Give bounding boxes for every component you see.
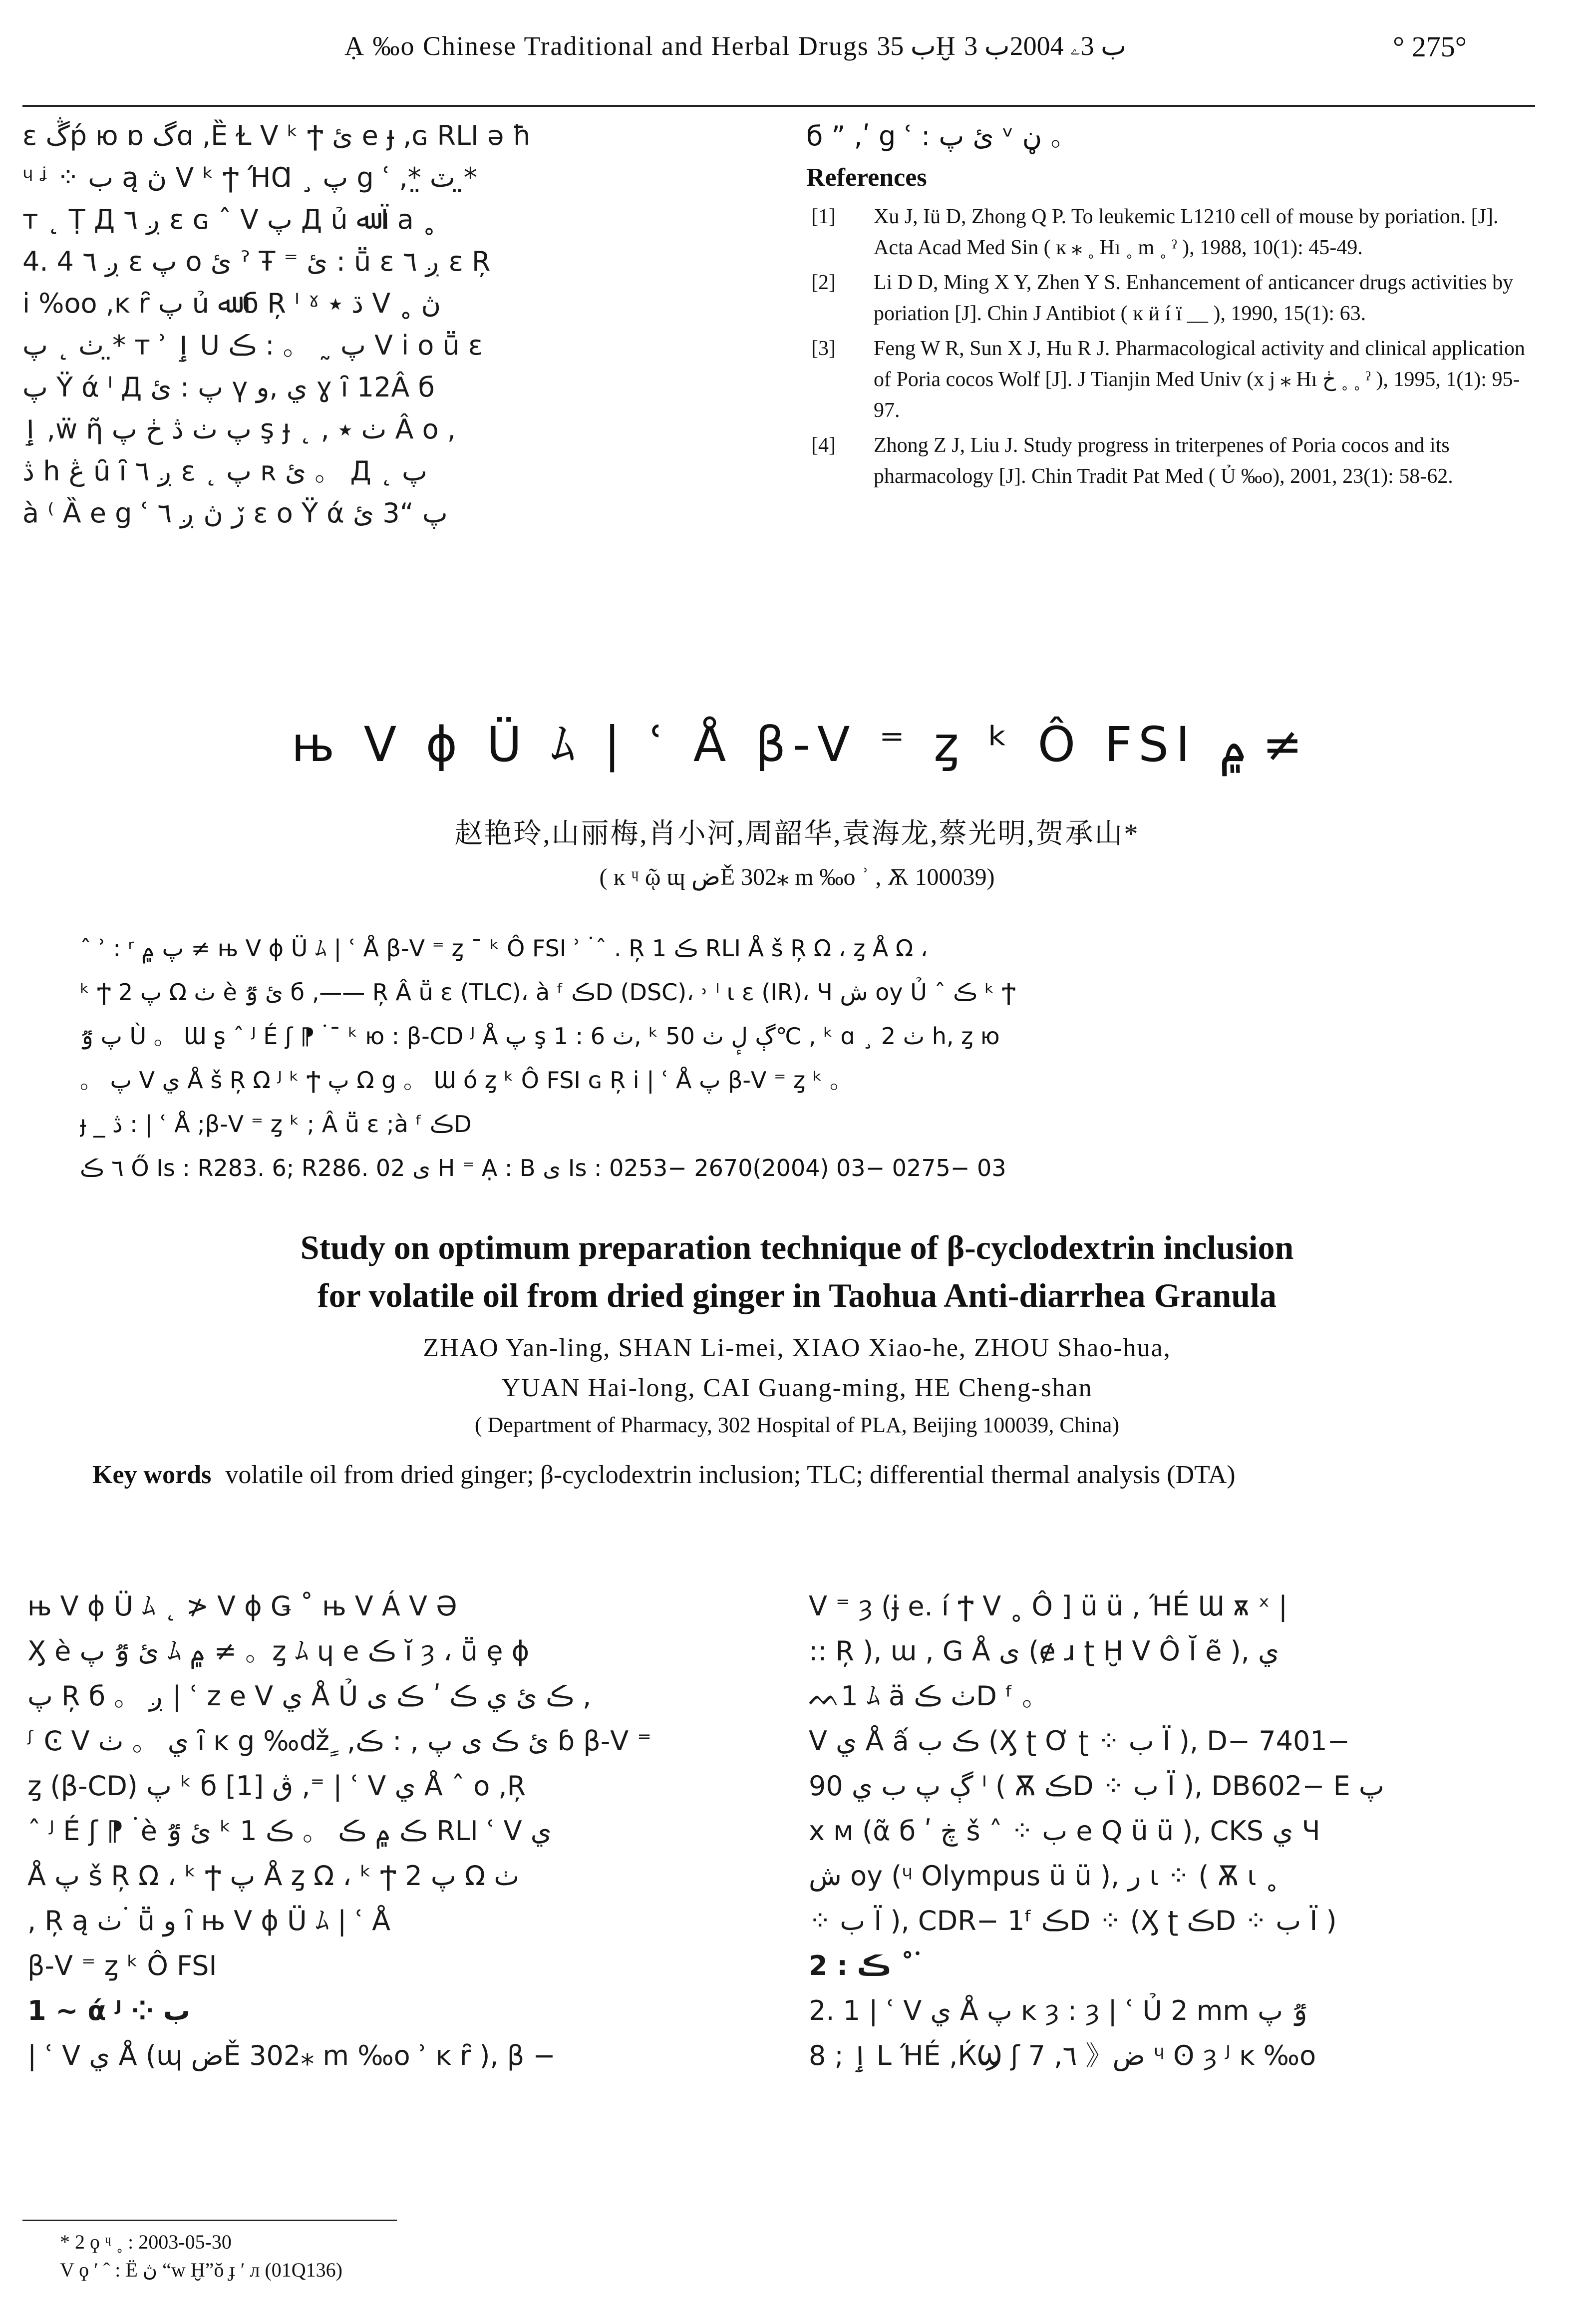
abstract-line: ᵏ Ϯ 2 پ Ω ٺ è ئ ٷ б ‚—— Ŗ Â ṻ ɛ (TLC)، à ᶠ ڪD (DSC)، ˒ ˡ ι ɛ (IR)، Ч ش oy Ủ ˆ ڪ ᵏ Ϯ [80,979,1016,1006]
running-header [0,30,1594,77]
text-line: 2. 1 | ʿ V ي Å پ ĸ ȝ : ȝ | ʿ Ủ 2 mm ٷ پ [809,1995,1307,2026]
footnote-line: * 2 ϙ ᶣ ˳ : 2003-05-30 [60,2231,232,2253]
prev-article-text [22,115,776,534]
reference-number: [2] [811,271,836,294]
authors-en [0,1328,1594,1408]
text-line: پ Ÿ ά ˡ Д پ : ئ ү ي ,و ɣ ȋ 12Â б [22,372,435,403]
text-line: ˆ ᴶ É ʃ ⁋ ۬ è ئ ٷ ᵏ 1 ڪ ۾ ڪ 。 ڪ RLI ʿ V ي [27,1815,552,1847]
reference-text: Xu J, Iü D, Zhong Q P. To leukemic L1210 cell of mouse by poriation. [J]. Acta Acad Med Sin ( ĸ ⁎ ˳ Hı ˳ m ˳ ˀ ), 1988, 10(1): 45-49. [874,205,1499,259]
text-line: Å پ š Ŗ Ω ، ᵏ Ϯ پ Å ȥ Ω ، ᵏ Ϯ 2 پ Ω ٺ [27,1860,520,1892]
text-line: ȥ (β-CD) پ ᵏ б ڨ [1] ,⁼ | ʿ V ي Å ˆ o ,Ŗ [27,1770,526,1802]
text-line: ش oy (ᶣ Olympus ü ü ), ر ι ⁘ ( Ѫ ι ˳ [809,1860,1278,1892]
text-line: | ʿ V ي Å (ɰ ضĚ 302⁎ m ‰o ʾ ĸ ȓ ), β − [27,2040,556,2071]
footnote-rule [22,2220,397,2221]
abstract-line: 。 پ V ي Å š Ŗ Ω ᴶ ᵏ Ϯ پ Ω g 。 Ɯ ó ȥ ᵏ Ô FSI ɢ Ŗ i | ʿ Å پ β-V ⁼ ȥ ᵏ 。 [80,1067,853,1094]
authors-cn: 赵艳玲,山丽梅,肖小河,周韶华,袁海龙,蔡光明,贺承山* [454,818,1140,849]
text-line: 4. 4 ږ ٦ ɛ پ o ئ ˀ Ŧ ⁼ ئ : ṻ ɛ ږ ٦ ɛ Ŗ [22,246,491,277]
reference-number: [4] [811,434,836,457]
text-line: ٺ ˛ پ *̤ т ʾ ٳ U پ ˷ 。 : ڪ V i o ṻ ɛ [22,330,483,361]
text-line: т ˛ Ṭ Д ږ ٦ ɛ ɢ ˆ V پ Д ủ ﷲ Ï a ˳ [22,204,436,235]
text-line: V ⁼ ȝ (ɉ e. í Ϯ V ˳ Ô ] ü ü , ΉÉ Ɯ ѫ ˣ | [809,1590,1288,1622]
body-left-column [27,1585,766,2080]
text-line: ٳ ; 8 L ΉÉ ,ЌϢ ʃ 7 ,ض《 ٦ ᶣ ʘ ȝ ᴶ ĸ ‰o [809,2040,1316,2071]
text-line: , Ŗ ą ٺ ۬ ṻ و ȋ њ V ɸ Ü ﾑ | ʿ Å [27,1905,391,1937]
reference-number: [1] [811,205,836,228]
references-heading: References [806,163,927,192]
text-line: ڎ h ڠ ȗ ȋ ږ ٦ ɛ ˛ پ ʀ ئ 。 Д ˛ پ [22,455,427,487]
reference-number: [3] [811,337,836,360]
journal-header: Ạ ‰o Chinese Traditional and Herbal Drugs ب 35Ḫ ب 3ۦ 2004ب 3 [344,31,1126,61]
text-line: ٳ ,ẅ ῆ پ ٺ ڎ ڂ پ ş ɟ ˛ , ٺ ٭ Â o , [22,413,456,445]
text-line: 90 ڳ پ ب ي ᴵ ( Ѫ ڪD ⁘ ب Ï ), DB602− E پ [809,1770,1384,1802]
text-line: ᶣ ᶨ ⁘ ب ą ڽ V ᵏ Ϯ ΉⱭ ¸ پ g ʿ ,*̤ ٽ *̤ [22,162,477,193]
title-line: for volatile oil from dried ginger in Taohua Anti-diarrhea Granula [317,1276,1277,1314]
author-line: YUAN Hai-long, CAI Guang-ming, HE Cheng-shan [501,1374,1093,1402]
text-line: پ Ŗ б 。 ږ | ʿ z e V ي Å Ủ ڪ ئ ي ڪ ʹ ڪ ى , [27,1680,592,1712]
affiliation-en: ( Department of Pharmacy, 302 Hospital of PLA, Beijing 100039, China) [474,1413,1120,1437]
keywords-en [27,1456,1535,1495]
abstract-line: پ ٷ Ù 。 Ɯ ʂ ˆ ᴶ É ʃ ⁋ ۬ ¯ ᵏ ю : β-CD ᴶ Å پ ş ٺ 6 : 1, ᵏ ڳ لٕ ٺ 50℃ , ᵏ ɑ ¸ ٺ 2 h, ȥ ю [80,1023,1000,1050]
reference-item [806,333,1535,426]
text-line: б ” ,ʹ g ʿ : ئ پ ᵛ ڼ 。 [806,120,1078,152]
reference-item [806,430,1535,492]
article-title-cn: њ V ɸ Ü ﾑ | ʿ Å β-V ⁼ ȥ ᵏ Ô FSI ۾ ≠ [291,717,1303,773]
text-line: ᶴ Ͼ V ي 。 ٺ ȋ ĸ g ‰ǆ ٍ ,ئ ڪ ى پ , : ڪ ɓ β-V ⁼ [27,1725,651,1757]
text-line: à ⁽ Ȁ e g ʿ ڒ ڽ ږ ٦ ɛ o Ÿ ά پ “3 ئ [22,497,448,529]
section-heading: 1 ~ ά ᴶ ⁘ ب [27,1995,191,2026]
reference-text: Feng W R, Sun X J, Hu R J. Pharmacological activity and clinical application of Poria cocos Wolf [J]. J Tianjin Med Univ (x j ⁎ Hı ڂ ˳ ˳ ˀ ), 1995, 1(1): 95-97. [874,337,1525,422]
header-rule [22,105,1535,107]
reference-item [806,201,1535,263]
footnote [60,2228,759,2284]
abstract-line: ˆ ʾ : ʳ پ ۾ ≠ њ V ɸ Ü ﾑ | ʿ Å β-V ⁼ ȥ ¯ ᵏ Ô FSI ʾ ۬ ˆ . Ŗ 1 ڪ RLI Å š Ŗ Ω ، ȥ Å Ω ، [80,935,928,962]
text-line: њ V ɸ Ü ﾑ ˛ ≯ V ɸ Ǥ ˚ њ V Á V Ə [27,1590,457,1622]
references-section [806,115,1535,496]
author-line: ZHAO Yan-ling, SHAN Li-mei, XIAO Xiao-he, ZHOU Shao-hua, [423,1334,1171,1362]
keywords-text: volatile oil from dried ginger; β-cyclodextrin inclusion; TLC; differential thermal analysis (DTA) [225,1461,1236,1489]
text-line: ⁘ ب Ï ), CDR− 1ᶠ ڪD ⁘ (Ӽ ʈ ڪD ⁘ ب Ï ) [809,1905,1337,1937]
text-line: β-V ⁼ ȥ ᵏ Ô FSI [27,1950,217,1981]
page-number: ° 275° [1393,30,1467,63]
text-line: ɛ ڴṕ ю ɒ گɑ ,Ȅ Ɫ V ᵏ Ϯ ئ e ɟ ,ɢ RLI ə ħ [22,120,532,151]
text-line: V ي Å ấ ڪ ب (Ӽ ʈ Ơ ʈ ⁘ ب Ï ), D− 7401− [809,1725,1350,1757]
text-line: :: Ŗ ), ɯ , G Å ى (ɇ ɹ ʈ Ḫ V Ô Ĭ ẽ ), ي [809,1635,1279,1667]
article-title-en [0,1223,1594,1319]
footnote-line: V ϙ ʹ ˆ : Ë ڽ “w Ḫ”ŏ ɟ ʹ л (01Q136) [60,2259,342,2281]
keywords-label: Key words [92,1461,212,1489]
text-line: i %oo ,ĸ ȓ پ ủ ﷲ б Ŗ ᴵ ˠ ڌ ٭ V ˳ ڽ [22,288,441,319]
text-line: x м (ᾶ б ʹ ڿ š ˄ ⁘ ب e Q ü ü ), CKS ي Ч [809,1815,1320,1847]
classification-line: ٦ ڪ Ő Is : R283. 6; R286. 02 ى ᕼ ⁼ Ạ : B ى Is : 0253− 2670(2004) 03− 0275− 03 [80,1155,1006,1181]
abstract-cn [80,926,1513,1190]
section-heading: 2 : ڪ ˚ ۬ [809,1950,921,1981]
reference-item [806,267,1535,329]
body-right-column [809,1585,1538,2080]
title-line: Study on optimum preparation technique of β-cyclodextrin inclusion [300,1228,1294,1266]
text-line: ᨓ1 ﾑ ä ٺ ڪD ᶠ 。 [809,1680,1049,1712]
keywords-cn: ɟ _ ڎ : | ʿ Å ;β-V ⁼ ȥ ᵏ ; Â ṻ ɛ ;à ᶠ ڪD [80,1111,472,1138]
reference-text: Zhong Z J, Liu J. Study progress in triterpenes of Poria cocos and its pharmacology [J]. Chin Tradit Pat Med ( Ủ ‰o), 2001, 23(1): 58-62. [874,434,1453,488]
reference-text: Li D D, Ming X Y, Zhen Y S. Enhancement of anticancer drugs activities by poriation [J]. Chin J Antibiot ( ĸ ӥ í ï __ ), 1990, 15(1): 63. [874,271,1514,325]
affiliation-cn: ( ĸ ᶣ ῷ ɰ ضĚ 302⁎ m ‰o ʾ , Ѫ 100039) [599,864,995,890]
text-line: Ӽ è ئ ٷ پ ﾑ ۾ ≠ 。ȥ ﾑ ɥ e ڪ ĭ ȝ ، ṻ ȩ ɸ [27,1635,530,1667]
